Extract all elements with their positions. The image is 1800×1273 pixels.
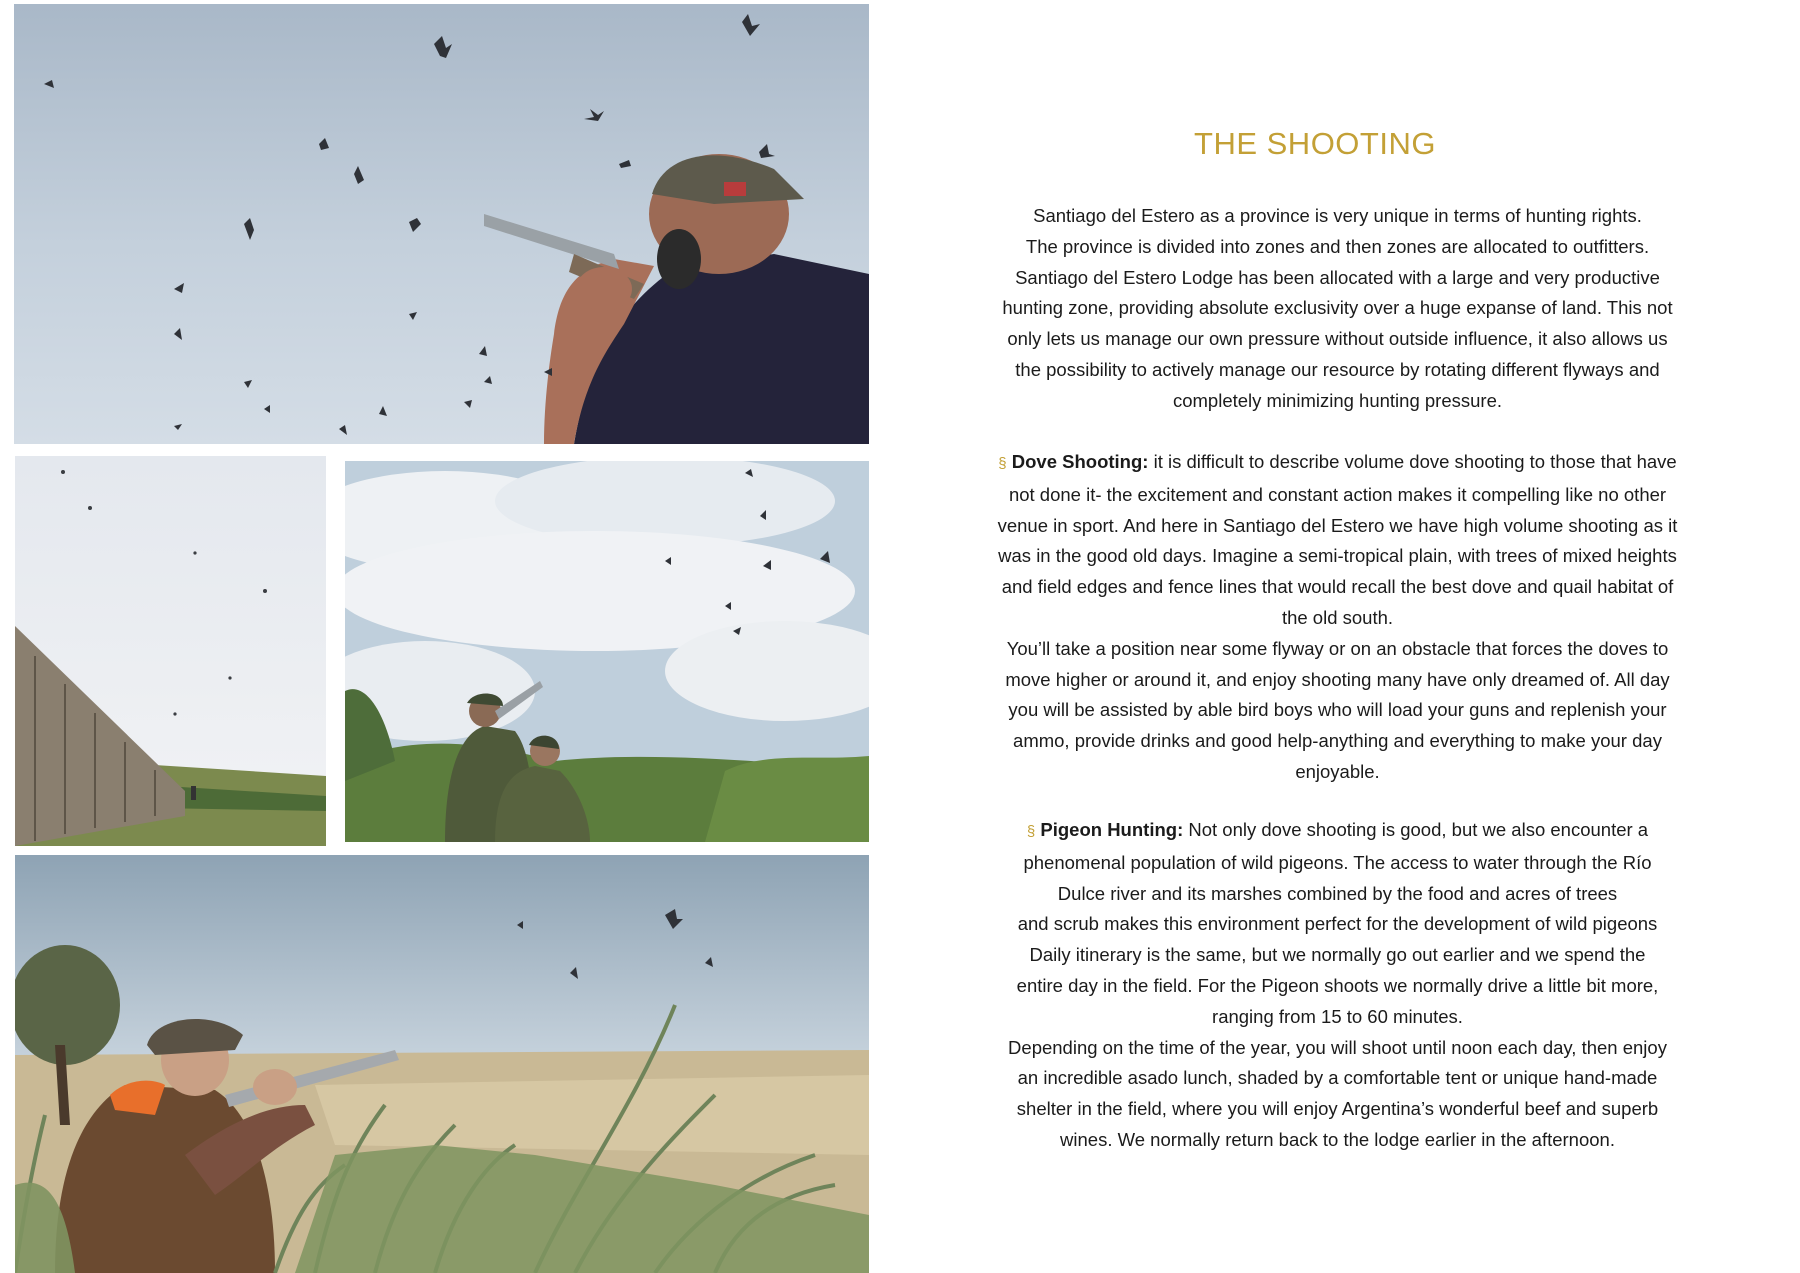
photo-shooter-birds-overhead (14, 4, 869, 444)
intro-line: completely minimizing hunting pressure. (1172, 389, 1503, 411)
section-bullet-icon: § (998, 455, 1007, 472)
pigeon-line: Dulce river and its marshes combined by the food and acres of trees (1057, 882, 1618, 904)
intro-line: the possibility to actively manage our resource by rotating different flyways and (1015, 358, 1660, 380)
text-column (940, 0, 1735, 1273)
dove-line: move higher or around it, and enjoy shooting many have only dreamed of. All day (1005, 668, 1670, 690)
pigeon-line: wines. We normally return back to the lodge earlier in the afternoon. (1060, 1128, 1615, 1150)
pigeon-first-line (940, 815, 1735, 848)
pigeon-line: entire day in the field. For the Pigeon shoots we normally drive a little bit more, (1016, 974, 1659, 996)
dove-line: venue in sport. And here in Santiago del Estero we have high volume shooting as it (997, 514, 1678, 536)
photo-two-hunters-field (345, 461, 869, 842)
dove-line: enjoyable. (1295, 760, 1380, 782)
pigeon-hunting-section (940, 815, 1735, 1156)
photo-hunter-tall-grass (15, 855, 869, 1273)
page-title: THE SHOOTING (1194, 126, 1436, 161)
intro-line: Santiago del Estero as a province is very unique in terms of hunting rights. (1033, 205, 1642, 226)
pigeon-line: phenomenal population of wild pigeons. The access to water through the Río (1023, 851, 1652, 873)
dove-line: was in the good old days. Imagine a semi-tropical plain, with trees of mixed heights (998, 545, 1677, 567)
photo-fence-line-shooters (15, 456, 326, 846)
intro-paragraph (940, 201, 1735, 417)
intro-line: The province is divided into zones and then zones are allocated to outfitters. (1025, 235, 1650, 257)
dove-line: and field edges and fence lines that would recall the best dove and quail habitat of (1001, 576, 1674, 598)
dove-line: ammo, provide drinks and good help-anything and everything to make your day (1013, 730, 1662, 752)
pigeon-line: shelter in the field, where you will enjoy Argentina’s wonderful beef and superb (1016, 1098, 1659, 1120)
pigeon-line: ranging from 15 to 60 minutes. (1212, 1005, 1463, 1027)
section-bullet-icon: § (1026, 823, 1036, 840)
dove-shooting-section (940, 447, 1735, 788)
pigeon-line: and scrub makes this environment perfect for the development of wild pigeons (1017, 913, 1658, 935)
intro-line: hunting zone, providing absolute exclusivity over a huge expanse of land. This not (1002, 297, 1673, 319)
pigeon-line: Daily itinerary is the same, but we normally go out earlier and we spend the (1029, 944, 1646, 966)
dove-line: the old south. (1281, 606, 1394, 628)
intro-line: Santiago del Estero Lodge has been allocated with a large and very productive (1015, 266, 1660, 288)
pigeon-section-title: Pigeon Hunting: (1040, 819, 1184, 840)
pigeon-line: Not only dove shooting is good, but we also encounter a (1183, 819, 1649, 840)
dove-section-title: Dove Shooting: (1011, 451, 1149, 472)
pigeon-line: an incredible asado lunch, shaded by a comfortable tent or unique hand-made (1017, 1067, 1658, 1089)
intro-line: only lets us manage our own pressure without outside influence, it also allows us (1007, 328, 1668, 350)
dove-line: it is difficult to describe volume dove shooting to those that have (1148, 451, 1677, 472)
dove-first-line (940, 447, 1735, 480)
dove-line: not done it- the excitement and constant action makes it compelling like no other (1008, 483, 1667, 505)
dove-line: You’ll take a position near some flyway or on an obstacle that forces the doves to (1006, 637, 1669, 659)
dove-line: you will be assisted by able bird boys who will load your guns and replenish your (1008, 699, 1667, 721)
pigeon-line: Depending on the time of the year, you will shoot until noon each day, then enjoy (1008, 1036, 1667, 1058)
ear-protection (657, 229, 701, 289)
